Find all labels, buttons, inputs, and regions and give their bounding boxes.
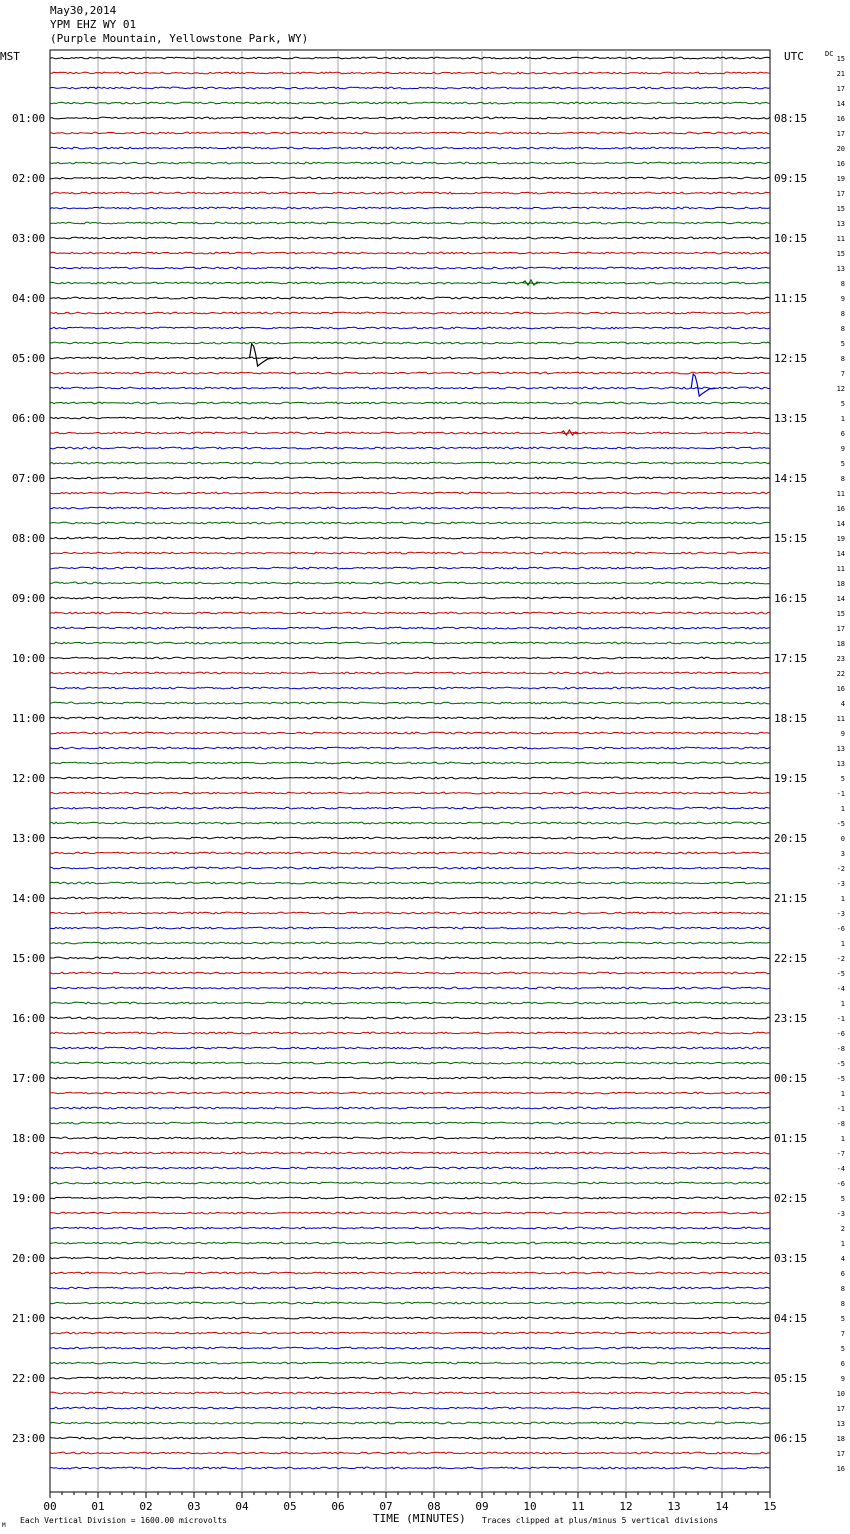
trace-row	[50, 417, 770, 419]
dc-offset-value: -4	[836, 985, 845, 993]
utc-hour-label: 12:15	[774, 352, 808, 365]
mst-hour-label: 23:00	[12, 1432, 46, 1445]
dc-offset-value: 1	[840, 895, 845, 903]
trace-row	[50, 1467, 770, 1469]
dc-offset-value: 8	[840, 280, 845, 288]
dc-offset-value: -2	[836, 955, 845, 963]
dc-offset-value: 12	[836, 385, 845, 393]
dc-offset-value: 11	[836, 715, 845, 723]
utc-hour-label: 13:15	[774, 412, 808, 425]
dc-offset-value: 7	[840, 370, 845, 378]
trace-row	[50, 822, 770, 824]
dc-offset-value: 18	[836, 580, 845, 588]
dc-offset-value: 13	[836, 1420, 845, 1428]
trace-row	[50, 297, 770, 299]
utc-hour-label: 00:15	[774, 1072, 808, 1085]
x-tick-label: 14	[715, 1500, 729, 1513]
trace-row	[50, 507, 770, 509]
x-tick-label: 07	[379, 1500, 393, 1513]
mst-hour-label: 04:00	[12, 292, 46, 305]
dc-offset-value: 2	[840, 1225, 845, 1233]
dc-offset-value: 0	[840, 835, 845, 843]
trace-row	[50, 1392, 770, 1394]
dc-offset-value: 14	[836, 100, 845, 108]
utc-hour-label: 03:15	[774, 1252, 808, 1265]
trace-row	[50, 1137, 770, 1139]
mst-hour-label: 07:00	[12, 472, 46, 485]
dc-offset-value: 15	[836, 205, 845, 213]
dc-offset-value: 17	[836, 1405, 845, 1413]
x-tick-label: 02	[139, 1500, 153, 1513]
plot-frame	[50, 50, 770, 1492]
utc-hour-label: 14:15	[774, 472, 808, 485]
dc-offset-value: 15	[836, 55, 845, 63]
mst-hour-label: 16:00	[12, 1012, 46, 1025]
dc-offset-value: 8	[840, 1285, 845, 1293]
trace-row	[50, 1092, 770, 1094]
dc-offset-value: 6	[840, 1360, 845, 1368]
mst-hour-label: 18:00	[12, 1132, 46, 1145]
x-tick-label: 05	[283, 1500, 297, 1513]
trace-row	[50, 342, 770, 344]
trace-row	[50, 1302, 770, 1304]
trace-row	[50, 882, 770, 884]
trace-row	[50, 1212, 770, 1214]
dc-offset-value: 1	[840, 1135, 845, 1143]
dc-offset-value: 5	[840, 1345, 845, 1353]
utc-hour-label: 01:15	[774, 1132, 808, 1145]
dc-offset-value: -5	[836, 1060, 845, 1068]
utc-hour-label: 23:15	[774, 1012, 808, 1025]
trace-row	[50, 177, 770, 179]
utc-hour-label: 09:15	[774, 172, 808, 185]
trace-row	[50, 567, 770, 569]
trace-row	[50, 357, 770, 359]
trace-row	[50, 672, 770, 674]
trace-row	[50, 87, 770, 89]
trace-row	[50, 897, 770, 899]
dc-offset-value: 13	[836, 220, 845, 228]
dc-offset-value: 20	[836, 145, 845, 153]
trace-row	[50, 402, 770, 404]
dc-offset-value: -5	[836, 820, 845, 828]
corner-mark: M	[2, 1522, 6, 1529]
dc-offset-value: 13	[836, 265, 845, 273]
dc-offset-value: -8	[836, 1120, 845, 1128]
mst-hour-label: 19:00	[12, 1192, 46, 1205]
dc-offset-value: 16	[836, 685, 845, 693]
trace-row	[50, 642, 770, 644]
trace-row	[50, 777, 770, 779]
dc-offset-value: 11	[836, 565, 845, 573]
trace-row	[50, 552, 770, 554]
utc-hour-label: 08:15	[774, 112, 808, 125]
dc-offset-value: 6	[840, 1270, 845, 1278]
mst-hour-label: 08:00	[12, 532, 46, 545]
dc-offset-value: 9	[840, 295, 845, 303]
trace-row	[50, 702, 770, 704]
trace-row	[50, 477, 770, 479]
dc-offset-value: 1	[840, 1000, 845, 1008]
dc-offset-value: 7	[840, 1330, 845, 1338]
utc-hour-label: 22:15	[774, 952, 808, 965]
dc-offset-value: 17	[836, 190, 845, 198]
dc-offset-value: 19	[836, 535, 845, 543]
dc-offset-value: 8	[840, 310, 845, 318]
x-tick-label: 01	[91, 1500, 105, 1513]
trace-row	[50, 1062, 770, 1064]
trace-row	[50, 372, 770, 374]
trace-row	[50, 1347, 770, 1349]
dc-label: DC	[825, 50, 834, 58]
dc-offset-value: 19	[836, 175, 845, 183]
dc-offset-value: -3	[836, 1210, 845, 1218]
x-tick-label: 06	[331, 1500, 345, 1513]
trace-row	[50, 1077, 770, 1079]
trace-layer	[50, 57, 770, 1469]
utc-hour-label: 21:15	[774, 892, 808, 905]
mst-hour-label: 01:00	[12, 112, 46, 125]
dc-offset-value: 1	[840, 940, 845, 948]
dc-offset-value: 16	[836, 115, 845, 123]
scale-note: Each Vertical Division = 1600.00 microvolts	[20, 1516, 228, 1525]
dc-offset-value: 5	[840, 1195, 845, 1203]
dc-offset-value: 21	[836, 70, 845, 78]
x-axis-title: TIME (MINUTES)	[373, 1512, 466, 1525]
trace-row	[50, 1272, 770, 1274]
utc-hour-label: 11:15	[774, 292, 808, 305]
dc-offset-value: 5	[840, 340, 845, 348]
mst-hour-label: 22:00	[12, 1372, 46, 1385]
trace-row	[50, 447, 770, 449]
trace-row	[50, 972, 770, 974]
trace-row	[50, 192, 770, 194]
dc-offset-value: 8	[840, 475, 845, 483]
dc-offset-value: 1	[840, 1240, 845, 1248]
trace-row	[50, 462, 770, 464]
dc-offset-value: 17	[836, 85, 845, 93]
dc-offset-value: 17	[836, 625, 845, 633]
mst-hour-label: 14:00	[12, 892, 46, 905]
dc-offset-value: 8	[840, 355, 845, 363]
trace-row	[50, 207, 770, 209]
dc-offset-value: 5	[840, 1315, 845, 1323]
dc-offset-value: 4	[840, 1255, 845, 1263]
utc-hour-label: 10:15	[774, 232, 808, 245]
dc-offset-value: -1	[836, 1015, 845, 1023]
trace-row	[50, 1332, 770, 1334]
trace-row	[50, 1002, 770, 1004]
trace-row	[50, 1167, 770, 1169]
dc-offset-value: 16	[836, 505, 845, 513]
x-tick-label: 00	[43, 1500, 57, 1513]
trace-row	[50, 327, 770, 329]
trace-row	[50, 837, 770, 839]
utc-hour-label: 16:15	[774, 592, 808, 605]
utc-hour-label: 05:15	[774, 1372, 808, 1385]
mst-hour-label: 20:00	[12, 1252, 46, 1265]
x-tick-label: 13	[667, 1500, 681, 1513]
dc-offset-value: 8	[840, 1300, 845, 1308]
dc-offset-value: 3	[840, 850, 845, 858]
dc-offset-value: 18	[836, 1435, 845, 1443]
left-axis-title: MST	[0, 50, 20, 63]
trace-row	[50, 612, 770, 614]
x-tick-label: 10	[523, 1500, 537, 1513]
right-axis-title: UTC	[784, 50, 804, 63]
trace-row	[50, 1452, 770, 1454]
trace-row	[50, 162, 770, 164]
trace-row	[50, 1377, 770, 1379]
mst-hour-label: 21:00	[12, 1312, 46, 1325]
utc-hour-label: 15:15	[774, 532, 808, 545]
trace-row	[50, 1182, 770, 1184]
dc-offset-value: -3	[836, 880, 845, 888]
trace-row	[50, 657, 770, 659]
dc-offset-value: 9	[840, 1375, 845, 1383]
trace-row	[50, 1407, 770, 1409]
trace-row	[50, 582, 770, 584]
trace-row	[50, 1317, 770, 1319]
trace-row	[50, 222, 770, 224]
x-tick-label: 15	[763, 1500, 777, 1513]
dc-offset-value: -6	[836, 1030, 845, 1038]
date-label: May30,2014	[50, 4, 117, 17]
trace-row	[50, 1197, 770, 1199]
x-tick-label: 03	[187, 1500, 201, 1513]
dc-offset-value: 1	[840, 1090, 845, 1098]
seismic-event	[250, 344, 274, 366]
trace-row	[50, 852, 770, 854]
trace-row	[50, 762, 770, 764]
trace-row	[50, 792, 770, 794]
dc-offset-value: 14	[836, 550, 845, 558]
trace-row	[50, 237, 770, 239]
dc-offset-value: 11	[836, 235, 845, 243]
mst-hour-label: 03:00	[12, 232, 46, 245]
dc-offset-value: 1	[840, 415, 845, 423]
dc-offset-value: 4	[840, 700, 845, 708]
trace-row	[50, 1362, 770, 1364]
trace-row	[50, 687, 770, 689]
mst-hour-label: 10:00	[12, 652, 46, 665]
dc-offset-value: -6	[836, 1180, 845, 1188]
dc-offset-value: -7	[836, 1150, 845, 1158]
utc-hour-label: 17:15	[774, 652, 808, 665]
utc-hour-label: 06:15	[774, 1432, 808, 1445]
trace-row	[50, 1107, 770, 1109]
dc-offset-value: 9	[840, 445, 845, 453]
dc-offset-value: 1	[840, 805, 845, 813]
trace-row	[50, 732, 770, 734]
dc-offset-value: -2	[836, 865, 845, 873]
dc-offset-value: 15	[836, 610, 845, 618]
trace-row	[50, 957, 770, 959]
dc-offset-value: -6	[836, 925, 845, 933]
mst-hour-label: 15:00	[12, 952, 46, 965]
mst-hour-label: 06:00	[12, 412, 46, 425]
trace-row	[50, 1287, 770, 1289]
trace-row	[50, 432, 770, 434]
dc-offset-value: 14	[836, 520, 845, 528]
trace-row	[50, 1437, 770, 1439]
dc-offset-value: 18	[836, 640, 845, 648]
trace-row	[50, 57, 770, 59]
dc-offset-value: 10	[836, 1390, 845, 1398]
dc-offset-value: 17	[836, 130, 845, 138]
dc-offset-value: -5	[836, 1075, 845, 1083]
trace-row	[50, 102, 770, 104]
mst-hour-label: 02:00	[12, 172, 46, 185]
x-tick-label: 11	[571, 1500, 585, 1513]
trace-row	[50, 147, 770, 149]
trace-row	[50, 72, 770, 74]
dc-offset-value: 23	[836, 655, 845, 663]
trace-row	[50, 267, 770, 269]
dc-offset-value: 13	[836, 760, 845, 768]
trace-row	[50, 942, 770, 944]
trace-row	[50, 492, 770, 494]
dc-offset-value: 17	[836, 1450, 845, 1458]
dc-offset-value: 6	[840, 430, 845, 438]
clip-note: Traces clipped at plus/minus 5 vertical divisions	[482, 1516, 719, 1525]
seismic-event	[560, 430, 578, 435]
location-label: (Purple Mountain, Yellowstone Park, WY)	[50, 32, 309, 45]
mst-hour-label: 12:00	[12, 772, 46, 785]
x-tick-label: 08	[427, 1500, 441, 1513]
dc-offset-value: -3	[836, 910, 845, 918]
trace-row	[50, 1227, 770, 1229]
trace-row	[50, 387, 770, 389]
trace-row	[50, 1422, 770, 1424]
dc-offset-value: 8	[840, 325, 845, 333]
trace-row	[50, 522, 770, 524]
dc-offset-value: -1	[836, 1105, 845, 1113]
x-tick-label: 09	[475, 1500, 489, 1513]
dc-offset-value: -5	[836, 970, 845, 978]
station-label: YPM EHZ WY 01	[50, 18, 137, 31]
trace-row	[50, 597, 770, 599]
trace-row	[50, 1122, 770, 1124]
mst-hour-label: 11:00	[12, 712, 46, 725]
mst-hour-label: 17:00	[12, 1072, 46, 1085]
utc-hour-label: 04:15	[774, 1312, 808, 1325]
trace-row	[50, 1242, 770, 1244]
trace-row	[50, 132, 770, 134]
seismic-event	[691, 374, 715, 396]
mst-hour-label: 13:00	[12, 832, 46, 845]
trace-row	[50, 117, 770, 119]
dc-offset-value: 15	[836, 250, 845, 258]
seismic-event	[522, 280, 540, 285]
dc-offset-value: 5	[840, 400, 845, 408]
dc-offset-value: -4	[836, 1165, 845, 1173]
trace-row	[50, 282, 770, 284]
label-layer	[12, 55, 845, 1513]
x-tick-label: 04	[235, 1500, 249, 1513]
mst-hour-label: 09:00	[12, 592, 46, 605]
trace-row	[50, 717, 770, 719]
utc-hour-label: 19:15	[774, 772, 808, 785]
trace-row	[50, 1017, 770, 1019]
utc-hour-label: 20:15	[774, 832, 808, 845]
trace-row	[50, 1257, 770, 1259]
dc-offset-value: 5	[840, 775, 845, 783]
trace-row	[50, 987, 770, 989]
dc-offset-value: 14	[836, 595, 845, 603]
trace-row	[50, 747, 770, 749]
utc-hour-label: 02:15	[774, 1192, 808, 1205]
trace-row	[50, 312, 770, 314]
trace-row	[50, 867, 770, 869]
trace-row	[50, 1047, 770, 1049]
trace-row	[50, 1152, 770, 1154]
dc-offset-value: -1	[836, 790, 845, 798]
trace-row	[50, 252, 770, 254]
trace-row	[50, 912, 770, 914]
dc-offset-value: 13	[836, 745, 845, 753]
trace-row	[50, 1032, 770, 1034]
utc-hour-label: 18:15	[774, 712, 808, 725]
trace-row	[50, 927, 770, 929]
dc-offset-value: -8	[836, 1045, 845, 1053]
trace-row	[50, 537, 770, 539]
dc-offset-value: 9	[840, 730, 845, 738]
dc-offset-value: 22	[836, 670, 845, 678]
x-tick-label: 12	[619, 1500, 633, 1513]
dc-offset-value: 11	[836, 490, 845, 498]
trace-row	[50, 627, 770, 629]
mst-hour-label: 05:00	[12, 352, 46, 365]
dc-offset-value: 16	[836, 160, 845, 168]
trace-row	[50, 807, 770, 809]
grid-layer	[50, 50, 770, 1492]
dc-offset-value: 5	[840, 460, 845, 468]
dc-offset-value: 16	[836, 1465, 845, 1473]
